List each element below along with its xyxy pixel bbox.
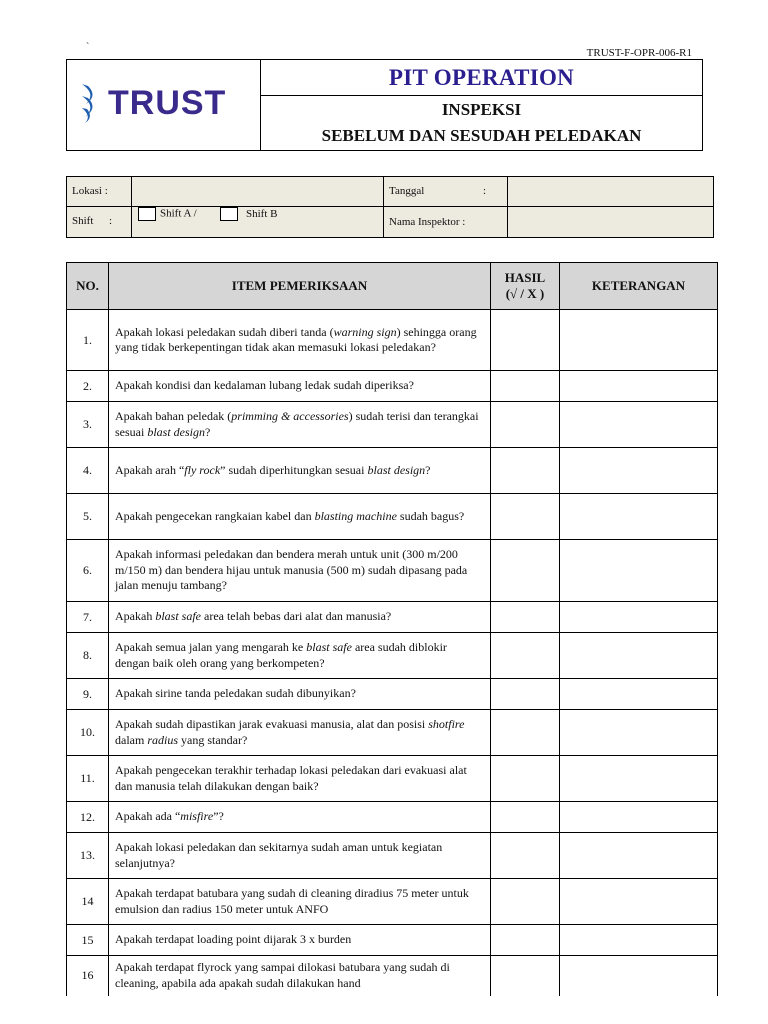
row-number: 5. (67, 494, 109, 540)
shift-b-option[interactable] (220, 207, 277, 221)
subtitle-peledakan: SEBELUM DAN SESUDAH PELEDAKAN (321, 125, 642, 145)
col-item-header: ITEM PEMERIKSAAN (109, 263, 491, 310)
shift-b-checkbox[interactable] (220, 207, 238, 221)
row-item-text: Apakah informasi peledakan dan bendera merah untuk unit (300 m/200 m/150 m) dan bendera hijau untuk manusia (500 m) sudah dipasang pada jalan menuju tambang? (109, 540, 491, 602)
row-item-text: Apakah lokasi peledakan dan sekitarnya sudah aman untuk kegiatan selanjutnya? (109, 833, 491, 879)
row-keterangan-cell[interactable] (560, 710, 718, 756)
shift-a-option[interactable] (138, 207, 197, 221)
subtitle-row (261, 95, 702, 150)
row-item-text: Apakah sudah dipastikan jarak evakuasi manusia, alat dan posisi shotfire dalam radius yang standar? (109, 710, 491, 756)
row-hasil-cell[interactable] (491, 371, 560, 402)
shift-b-label: Shift B (246, 207, 278, 220)
table-row (67, 925, 718, 956)
row-number: 13. (67, 833, 109, 879)
table-row (67, 494, 718, 540)
row-item-text: Apakah pengecekan rangkaian kabel dan blasting machine sudah bagus? (109, 494, 491, 540)
page-title: PIT OPERATION (388, 64, 575, 90)
row-hasil-cell[interactable] (491, 956, 560, 996)
table-row (67, 371, 718, 402)
row-number: 9. (67, 679, 109, 710)
row-keterangan-cell[interactable] (560, 833, 718, 879)
shift-colon: : (109, 215, 113, 227)
table-row (67, 802, 718, 833)
form-header (66, 59, 703, 151)
inspektor-label: Nama Inspektor : (389, 216, 466, 228)
row-number: 16 (67, 956, 109, 996)
row-hasil-cell[interactable] (491, 540, 560, 602)
trust-mark-icon (80, 82, 100, 124)
row-keterangan-cell[interactable] (560, 448, 718, 494)
tanggal-colon: : (483, 185, 487, 197)
row-item-text: Apakah terdapat loading point dijarak 3 x burden (109, 925, 491, 956)
row-hasil-cell[interactable] (491, 879, 560, 925)
logo-cell (67, 60, 261, 150)
col-hasil-header (491, 263, 560, 310)
table-header-row (67, 263, 718, 310)
table-row (67, 879, 718, 925)
table-row (67, 540, 718, 602)
table-row (67, 602, 718, 633)
row-item-text: Apakah terdapat flyrock yang sampai dilokasi batubara yang sudah di cleaning, apabila ada apakah sudah dilakukan hand (109, 956, 491, 996)
row-number: 2. (67, 371, 109, 402)
lokasi-label: Lokasi : (72, 185, 108, 197)
table-row (67, 310, 718, 371)
row-hasil-cell[interactable] (491, 802, 560, 833)
row-hasil-cell[interactable] (491, 310, 560, 371)
shift-a-checkbox[interactable] (138, 207, 156, 221)
row-keterangan-cell[interactable] (560, 494, 718, 540)
row-item-text: Apakah kondisi dan kedalaman lubang ledak sudah diperiksa? (109, 371, 491, 402)
row-number: 3. (67, 402, 109, 448)
row-number: 15 (67, 925, 109, 956)
inspection-table (66, 262, 718, 996)
row-number: 11. (67, 756, 109, 802)
hasil-header-line1: HASIL (504, 270, 546, 285)
tanggal-field[interactable] (508, 177, 713, 206)
row-hasil-cell[interactable] (491, 602, 560, 633)
table-row (67, 833, 718, 879)
row-item-text: Apakah ada “misfire”? (109, 802, 491, 833)
row-keterangan-cell[interactable] (560, 879, 718, 925)
row-item-text: Apakah sirine tanda peledakan sudah dibunyikan? (109, 679, 491, 710)
row-number: 8. (67, 633, 109, 679)
shift-label: Shift (72, 215, 94, 227)
row-hasil-cell[interactable] (491, 402, 560, 448)
subtitle-inspeksi: INSPEKSI (441, 99, 522, 119)
row-keterangan-cell[interactable] (560, 925, 718, 956)
col-keterangan-header: KETERANGAN (560, 263, 718, 310)
lokasi-field[interactable] (132, 177, 383, 206)
document-code: TRUST-F-OPR-006-R1 (586, 47, 692, 59)
row-hasil-cell[interactable] (491, 756, 560, 802)
row-hasil-cell[interactable] (491, 679, 560, 710)
table-row (67, 448, 718, 494)
row-keterangan-cell[interactable] (560, 756, 718, 802)
row-hasil-cell[interactable] (491, 494, 560, 540)
row-item-text: Apakah arah “fly rock” sudah diperhitungkan sesuai blast design? (109, 448, 491, 494)
row-item-text: Apakah terdapat batubara yang sudah di cleaning diradius 75 meter untuk emulsion dan radius 150 meter untuk ANFO (109, 879, 491, 925)
row-number: 4. (67, 448, 109, 494)
hasil-header-line2: (√ / X ) (505, 286, 545, 301)
table-row (67, 679, 718, 710)
row-item-text: Apakah blast safe area telah bebas dari alat dan manusia? (109, 602, 491, 633)
row-number: 10. (67, 710, 109, 756)
row-keterangan-cell[interactable] (560, 679, 718, 710)
corner-mark: ` (86, 42, 90, 53)
row-hasil-cell[interactable] (491, 710, 560, 756)
row-keterangan-cell[interactable] (560, 802, 718, 833)
title-row (261, 60, 702, 96)
logo-text: TRUST (108, 83, 227, 122)
row-keterangan-cell[interactable] (560, 540, 718, 602)
row-keterangan-cell[interactable] (560, 310, 718, 371)
company-logo (80, 82, 226, 124)
tanggal-label: Tanggal (389, 185, 425, 197)
row-keterangan-cell[interactable] (560, 633, 718, 679)
table-row (67, 956, 718, 996)
row-number: 14 (67, 879, 109, 925)
row-item-text: Apakah lokasi peledakan sudah diberi tanda (warning sign) sehingga orang yang tidak berkepentingan tidak akan memasuki lokasi peledakan? (109, 310, 491, 371)
row-hasil-cell[interactable] (491, 925, 560, 956)
table-row (67, 710, 718, 756)
row-number: 12. (67, 802, 109, 833)
shift-a-label: Shift A / (160, 207, 197, 220)
row-item-text: Apakah pengecekan terakhir terhadap lokasi peledakan dari evakuasi alat dan manusia telah dilakukan dengan baik? (109, 756, 491, 802)
row-hasil-cell[interactable] (491, 833, 560, 879)
info-table (66, 176, 714, 238)
table-row (67, 633, 718, 679)
inspektor-field[interactable] (508, 207, 713, 237)
row-number: 7. (67, 602, 109, 633)
row-keterangan-cell[interactable] (560, 956, 718, 996)
row-item-text: Apakah semua jalan yang mengarah ke blast safe area sudah diblokir dengan baik oleh orang yang berkompeten? (109, 633, 491, 679)
row-keterangan-cell[interactable] (560, 371, 718, 402)
row-item-text: Apakah bahan peledak (primming & accessories) sudah terisi dan terangkai sesuai blast design? (109, 402, 491, 448)
table-row (67, 402, 718, 448)
row-number: 6. (67, 540, 109, 602)
table-row (67, 756, 718, 802)
row-hasil-cell[interactable] (491, 448, 560, 494)
row-number: 1. (67, 310, 109, 371)
row-keterangan-cell[interactable] (560, 402, 718, 448)
col-no-header: NO. (67, 263, 109, 310)
row-keterangan-cell[interactable] (560, 602, 718, 633)
row-hasil-cell[interactable] (491, 633, 560, 679)
